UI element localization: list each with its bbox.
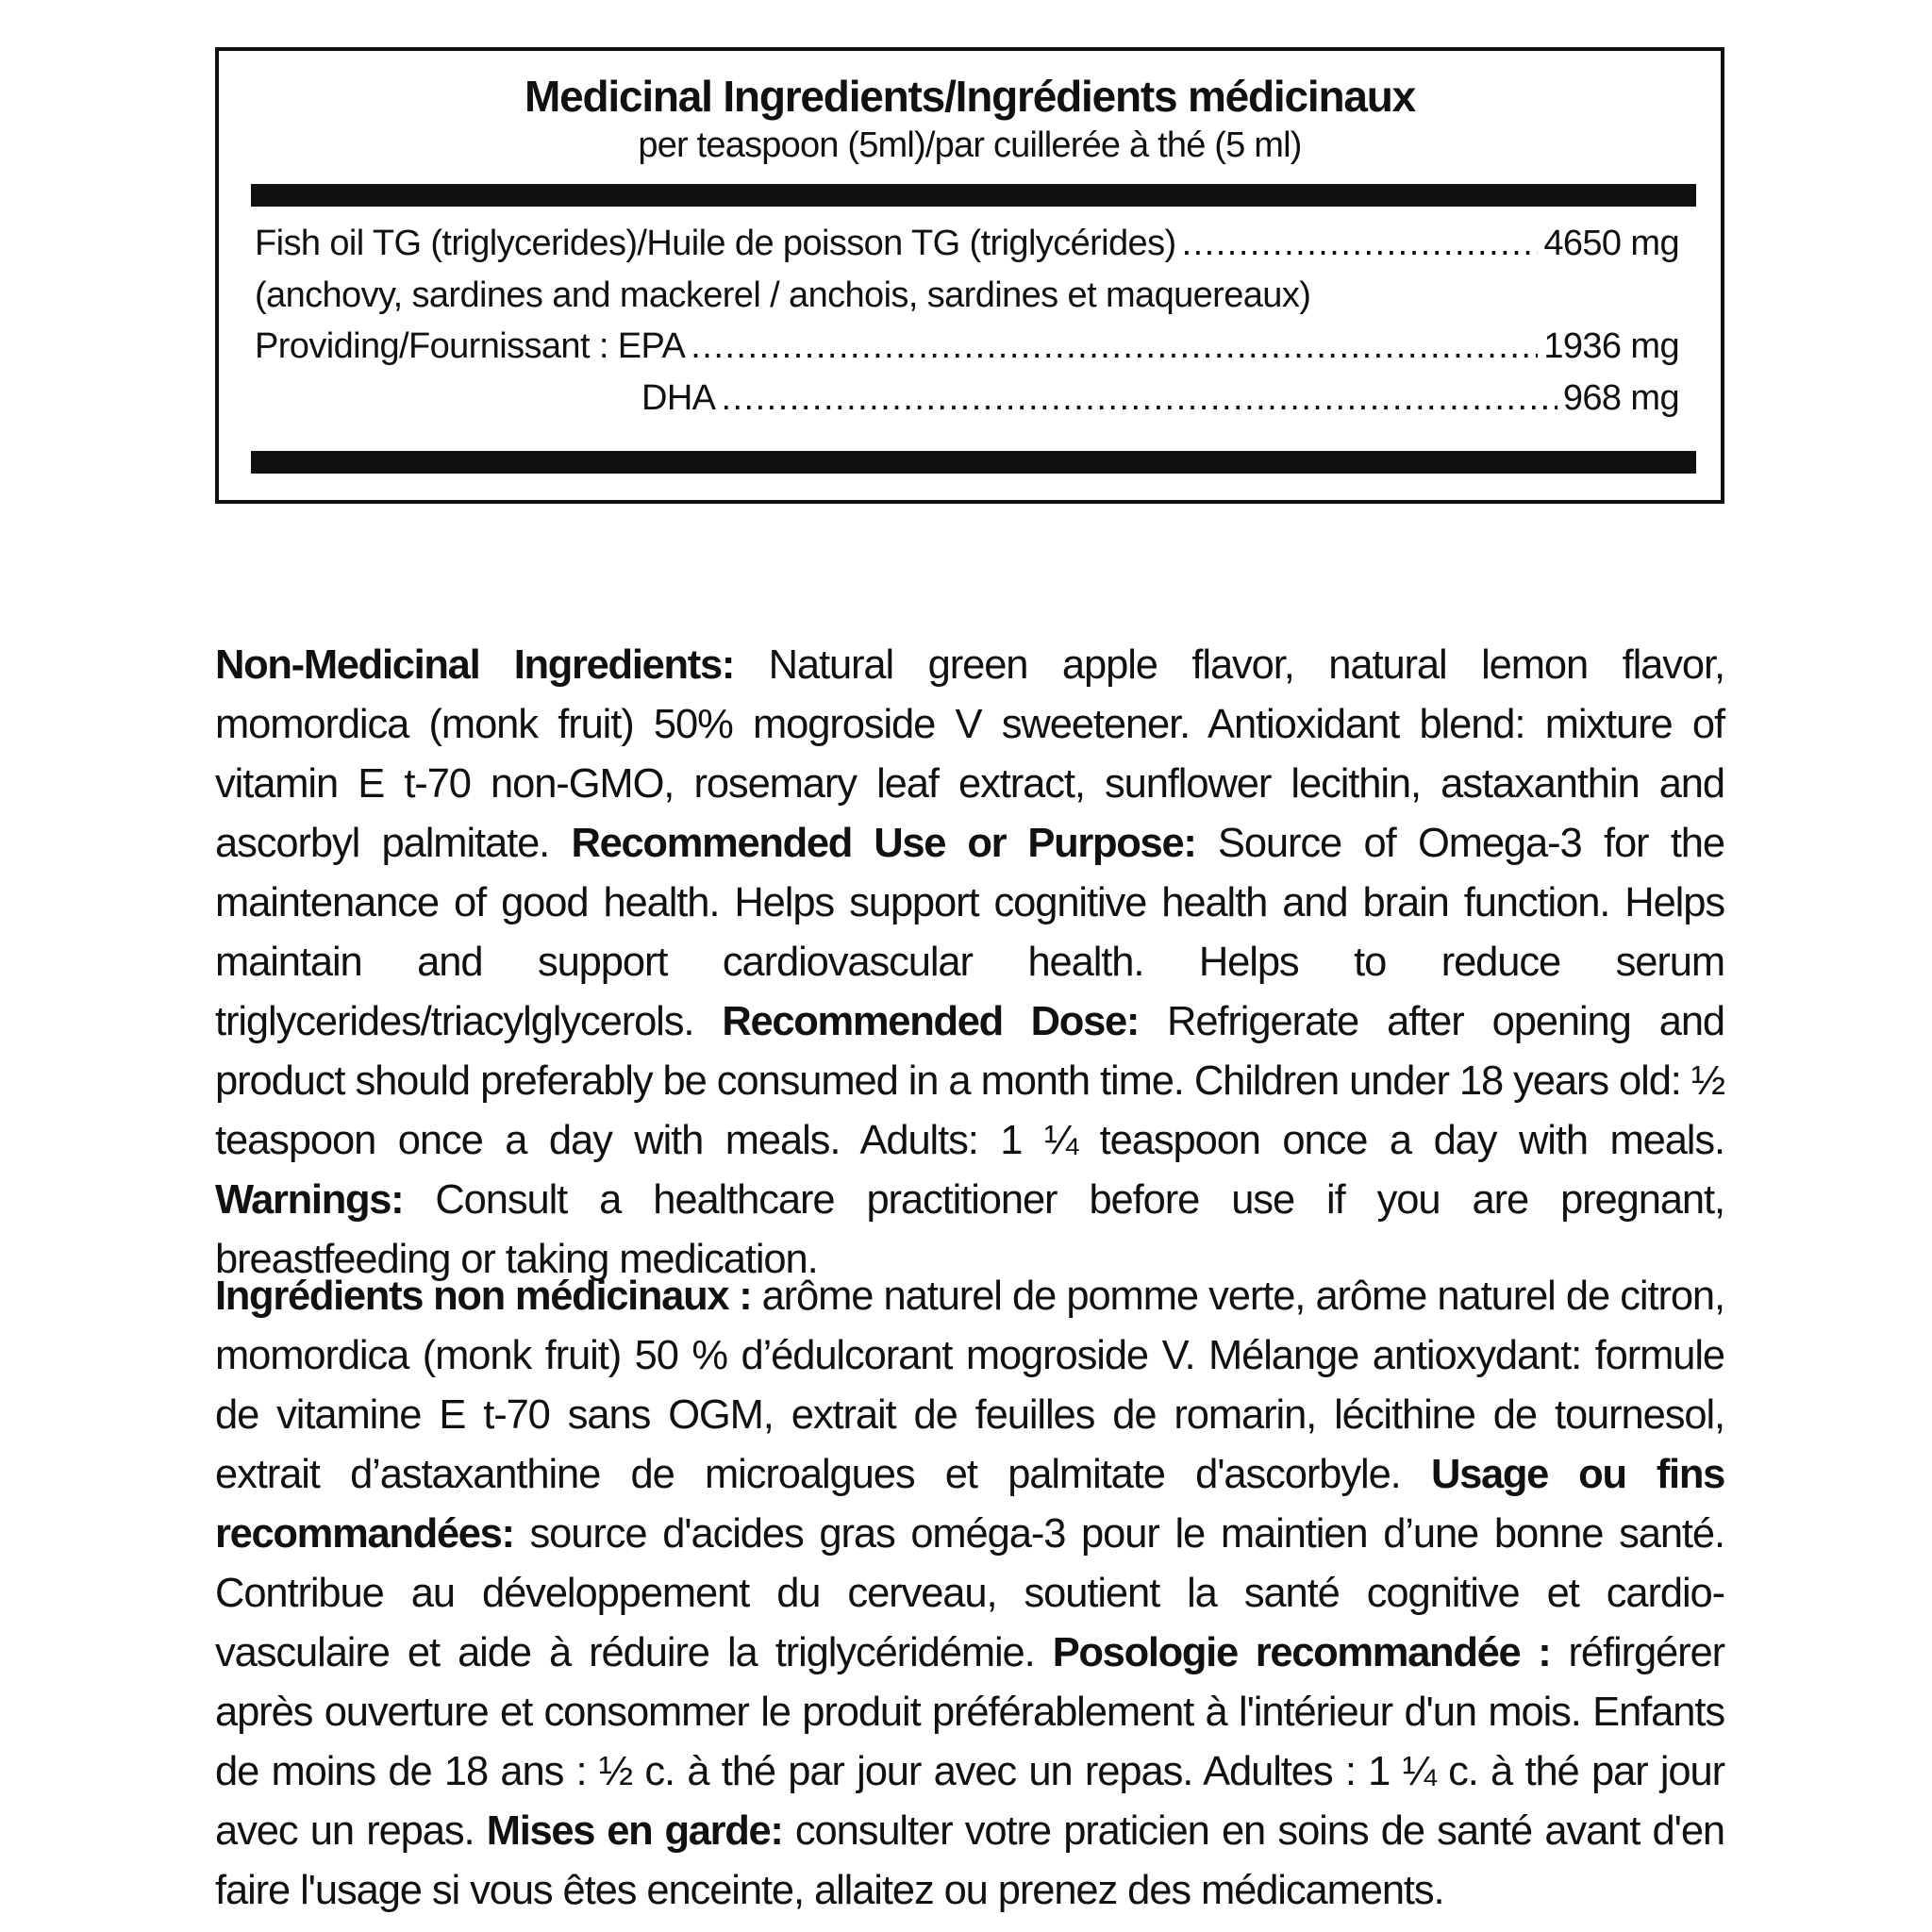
english-nmi-text: Natural green apple flavor, natural lemon flavor, momordica (monk fruit) 50% mogroside V sweetener. Antioxidant blend: mixture of vitamin E t-70 non-GMO, rosemary leaf extract, sunflower lecithin, astaxanthin and ascorbyl palmitate. xyxy=(215,642,1724,866)
french-use-heading: Usage ou fins recommandées: xyxy=(215,1452,1724,1557)
fish-oil-value: 4650 mg xyxy=(1543,224,1679,263)
french-dose-text: réfirgérer après ouverture et consommer le produit préférablement à l'intérieur d'un mois. Enfants de moins de 18 ans : ½ c. à thé par jour avec un repas. Adultes : 1 ¼ c. à thé par jour avec un repas. xyxy=(215,1630,1725,1854)
medicinal-subtitle: per teaspoon (5ml)/par cuillerée à thé (5 ml) xyxy=(638,125,1302,165)
english-paragraph xyxy=(215,636,1724,1290)
dot-leader xyxy=(721,378,1557,419)
english-use-heading: Recommended Use or Purpose: xyxy=(571,821,1196,866)
epa-value: 1936 mg xyxy=(1543,326,1679,366)
top-divider xyxy=(251,184,1696,207)
dot-leader xyxy=(1182,224,1539,264)
bottom-divider xyxy=(251,451,1696,474)
fish-oil-label: Fish oil TG (triglycerides)/Huile de poisson TG (triglycérides) xyxy=(255,224,1176,263)
english-warnings-heading: Warnings: xyxy=(215,1177,404,1223)
french-nmi-text: arôme naturel de pomme verte, arôme naturel de citron, momordica (monk fruit) 50 % d’édulcorant mogroside V. Mélange antioxydant: formule de vitamine E t-70 sans OGM, extrait de feuilles de romarin, lécithine de tournesol, extrait d’astaxanthine de microalgues et palmitate d'ascorbyle. xyxy=(215,1274,1725,1497)
dha-row xyxy=(641,378,1679,425)
providing-label: Providing/Fournissant : EPA xyxy=(255,326,686,366)
french-warnings-heading: Mises en garde: xyxy=(486,1808,783,1854)
english-use-text: Source of Omega-3 for the maintenance of good health. Helps support cognitive health and brain function. Helps maintain and support cardiovascular health. Helps to reduce serum triglycerides/triacylglycerols. xyxy=(215,821,1724,1044)
french-warnings-text: consulter votre praticien en soins de santé avant d'en faire l'usage si vous êtes enceinte, allaitez ou prenez des médicaments. xyxy=(215,1808,1725,1913)
dha-label: DHA xyxy=(641,378,716,418)
dha-value: 968 mg xyxy=(1562,378,1679,418)
medicinal-title: Medicinal Ingredients/Ingrédients médicinaux xyxy=(524,72,1416,121)
english-dose-heading: Recommended Dose: xyxy=(722,999,1140,1044)
french-dose-heading: Posologie recommandée : xyxy=(1052,1630,1551,1675)
french-paragraph xyxy=(215,1267,1724,1921)
medicinal-ingredients-box xyxy=(215,47,1724,504)
source-note: (anchovy, sardines and mackerel / anchois, sardines et maquereaux) xyxy=(255,275,1311,315)
epa-row xyxy=(255,326,1679,374)
french-use-text: source d'acides gras oméga-3 pour le maintien d’une bonne santé. Contribue au développement du cerveau, soutient la santé cognitive et cardio-vasculaire et aide à réduire la triglycéridémie. xyxy=(215,1511,1724,1675)
english-nmi-heading: Non-Medicinal Ingredients: xyxy=(215,642,735,688)
fish-oil-row xyxy=(255,224,1679,271)
english-dose-text: Refrigerate after opening and product should preferably be consumed in a month time. Children under 18 years old: ½ teaspoon once a day with meals. Adults: 1 ¼ teaspoon once a day with meals. xyxy=(215,999,1725,1163)
english-warnings-text: Consult a healthcare practitioner before use if you are pregnant, breastfeeding or taking medication. xyxy=(215,1177,1724,1282)
dot-leader xyxy=(691,326,1538,367)
french-nmi-heading: Ingrédients non médicinaux : xyxy=(215,1274,752,1319)
